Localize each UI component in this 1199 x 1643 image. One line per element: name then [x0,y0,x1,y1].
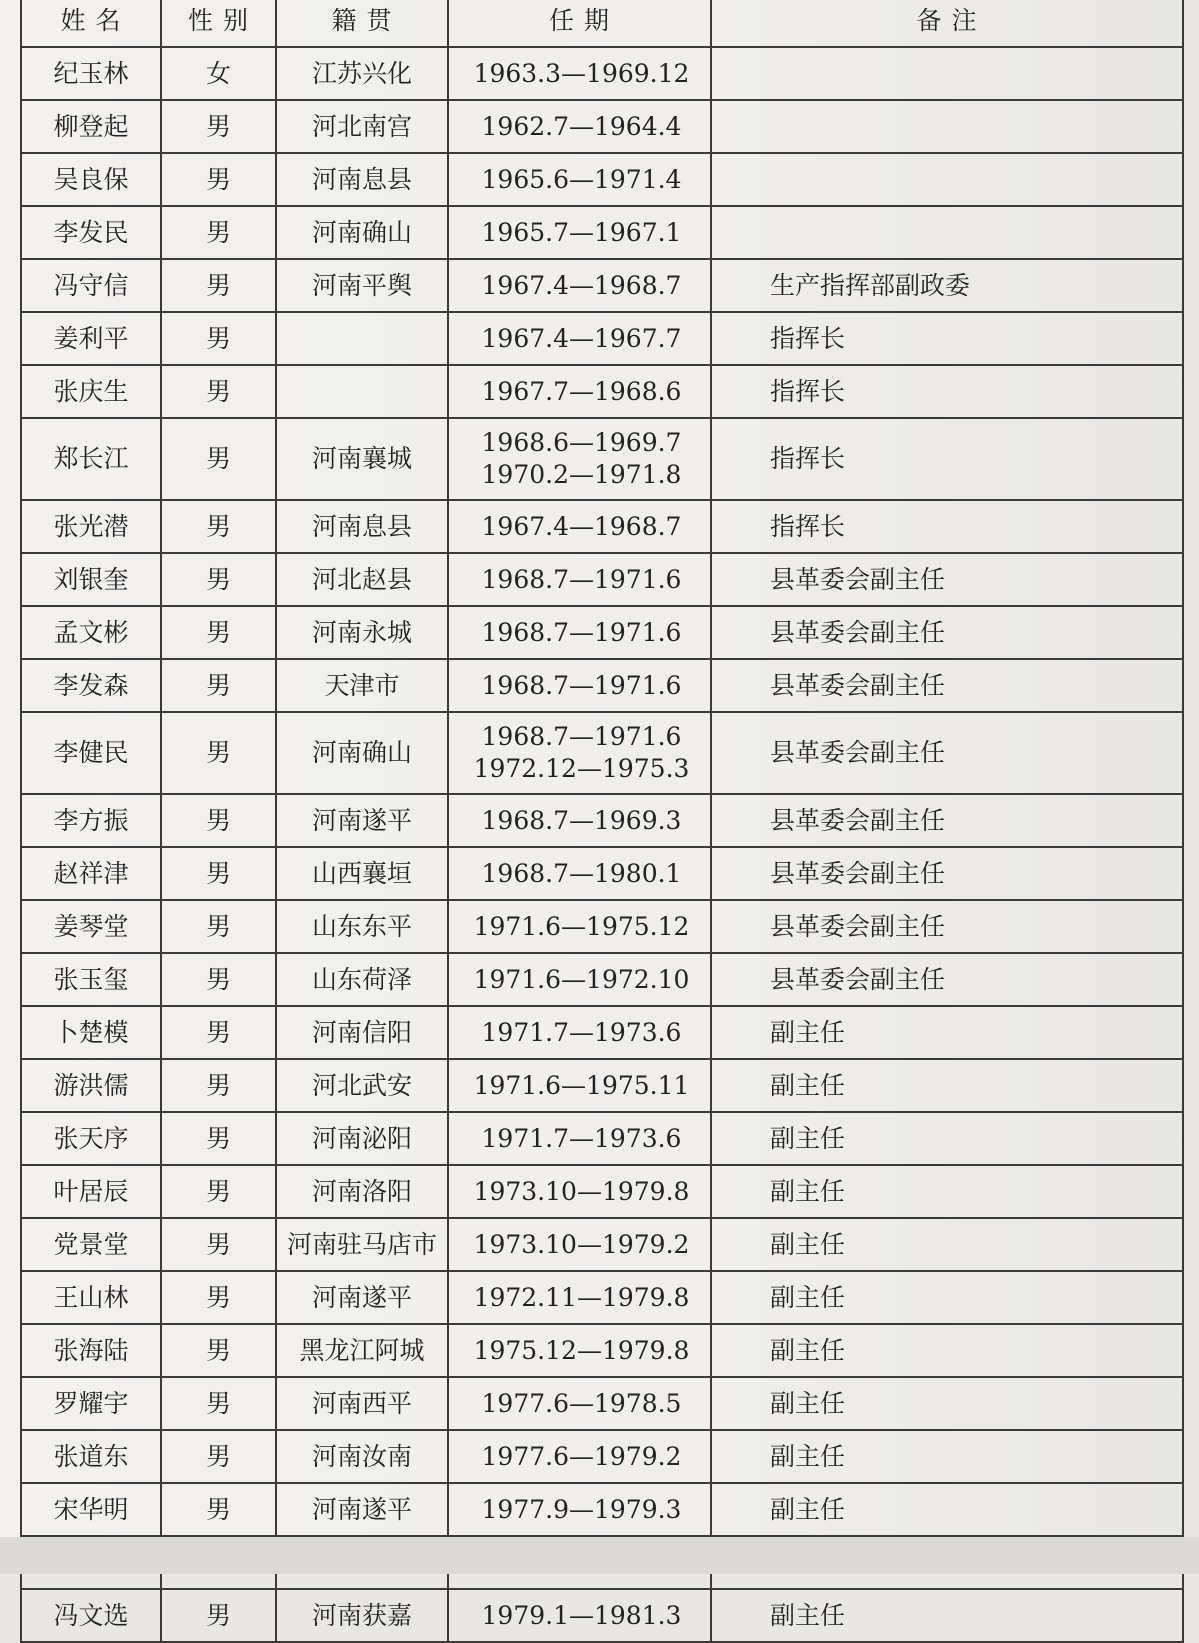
cell-term [448,206,711,259]
table-row [21,900,1183,953]
cell-note: 指挥长 [711,418,1183,500]
cell-origin: 河南获嘉 [276,1589,448,1642]
cell-name: 郑长江 [21,418,161,500]
table-row [21,206,1183,259]
cell-name: 柳登起 [21,100,161,153]
cell-gender: 男 [161,365,276,418]
cell-note [711,153,1183,206]
table-row [21,606,1183,659]
table-row [21,1377,1183,1430]
cell-term [448,1589,711,1642]
cell-term [448,553,711,606]
term-period: 1971.6—1972.10 [473,964,690,994]
term-period: 1968.7—1969.3 [481,805,682,835]
cell-origin: 河南确山 [276,712,448,794]
page-bottom-edge [0,1537,1199,1574]
term-period: 1967.4—1968.7 [481,270,682,300]
cell-name: 张道东 [21,1430,161,1483]
term-period: 1971.6—1975.11 [473,1070,690,1100]
cell-origin: 山东荷泽 [276,953,448,1006]
cell-term [448,1218,711,1271]
cell-term [448,1377,711,1430]
header-term: 任 期 [448,0,711,47]
cell-gender: 女 [161,47,276,100]
cell-name: 李发民 [21,206,161,259]
cell-gender: 男 [161,1589,276,1642]
term-period: 1967.7—1968.6 [481,376,682,406]
cell-term [448,847,711,900]
cell-origin [276,365,448,418]
cell-term [448,1165,711,1218]
cell-origin: 河南息县 [276,500,448,553]
cell-name: 李健民 [21,712,161,794]
cell-gender: 男 [161,1059,276,1112]
cell-term [448,1112,711,1165]
cell-origin: 河南驻马店市 [276,1218,448,1271]
cell-note: 副主任 [711,1271,1183,1324]
term-period: 1968.7—1971.6 [481,617,682,647]
cell-name: 李发森 [21,659,161,712]
term-period: 1973.10—1979.8 [473,1176,690,1206]
cell-gender: 男 [161,606,276,659]
cell-origin: 河南西平 [276,1377,448,1430]
cell-term [448,953,711,1006]
term-period: 1975.12—1979.8 [473,1335,690,1365]
cell-gender: 男 [161,1483,276,1536]
cell-note: 县革委会副主任 [711,900,1183,953]
term-period: 1971.7—1973.6 [481,1123,682,1153]
cell-term [448,606,711,659]
cell-note: 县革委会副主任 [711,794,1183,847]
cell-term [448,1483,711,1536]
table-row [21,1271,1183,1324]
cell-name: 姜利平 [21,312,161,365]
term-period: 1971.6—1975.12 [473,911,690,941]
cell-origin: 山东东平 [276,900,448,953]
cell-origin: 河北赵县 [276,553,448,606]
cell-term [448,712,711,794]
table-body [21,47,1183,1642]
cell-gender: 男 [161,659,276,712]
term-period: 1963.3—1969.12 [473,58,690,88]
cell-note: 副主任 [711,1218,1183,1271]
cell-note: 副主任 [711,1059,1183,1112]
term-period: 1967.4—1967.7 [481,323,682,353]
term-period: 1968.7—1971.6 [481,722,682,751]
cell-term [448,100,711,153]
cell-note: 县革委会副主任 [711,847,1183,900]
table-row [21,312,1183,365]
term-period: 1965.6—1971.4 [481,164,682,194]
table-row [21,659,1183,712]
cell-note: 指挥长 [711,500,1183,553]
cell-name: 冯文选 [21,1589,161,1642]
cell-gender: 男 [161,312,276,365]
table-row [21,1059,1183,1112]
cell-gender: 男 [161,418,276,500]
cell-term [448,1059,711,1112]
term-period: 1979.1—1981.3 [481,1600,682,1630]
cell-gender: 男 [161,1377,276,1430]
cell-gender: 男 [161,712,276,794]
cell-gender: 男 [161,900,276,953]
cell-origin: 天津市 [276,659,448,712]
table-row [21,1165,1183,1218]
cell-term [448,1271,711,1324]
cell-name: 姜琴堂 [21,900,161,953]
cell-name: 张玉玺 [21,953,161,1006]
cell-name: 王山林 [21,1271,161,1324]
table-row [21,1218,1183,1271]
cell-name: 赵祥津 [21,847,161,900]
cell-name: 张海陆 [21,1324,161,1377]
table-row [21,47,1183,100]
cell-gender: 男 [161,153,276,206]
cell-origin: 河北武安 [276,1059,448,1112]
cell-name: 吴良保 [21,153,161,206]
cell-gender: 男 [161,100,276,153]
table-row [21,794,1183,847]
cell-gender: 男 [161,259,276,312]
term-period: 1970.2—1971.8 [481,460,682,489]
cell-note [711,47,1183,100]
cell-term [448,794,711,847]
header-name: 姓 名 [21,0,161,47]
cell-gender: 男 [161,794,276,847]
term-period: 1968.7—1971.6 [481,670,682,700]
cell-origin: 河南襄城 [276,418,448,500]
cell-name: 李方振 [21,794,161,847]
cell-term [448,259,711,312]
cell-note: 县革委会副主任 [711,953,1183,1006]
cell-name: 纪玉林 [21,47,161,100]
cell-term [448,1006,711,1059]
table-row [21,712,1183,794]
cell-name: 罗耀宇 [21,1377,161,1430]
cell-origin: 江苏兴化 [276,47,448,100]
table-row [21,500,1183,553]
cell-gender: 男 [161,206,276,259]
cell-term [448,900,711,953]
cell-gender: 男 [161,953,276,1006]
cell-name: 孟文彬 [21,606,161,659]
cell-note: 副主任 [711,1112,1183,1165]
cell-name: 党景堂 [21,1218,161,1271]
cell-origin: 河南泌阳 [276,1112,448,1165]
cell-origin: 河南平舆 [276,259,448,312]
cell-origin: 河南遂平 [276,1483,448,1536]
table-row [21,1430,1183,1483]
table-row [21,1006,1183,1059]
term-period: 1968.7—1980.1 [481,858,682,888]
cell-note: 副主任 [711,1165,1183,1218]
cell-origin: 河北南宫 [276,100,448,153]
term-period: 1977.6—1979.2 [481,1441,682,1471]
cell-note: 县革委会副主任 [711,606,1183,659]
term-period: 1968.7—1971.6 [481,564,682,594]
cell-name: 游洪儒 [21,1059,161,1112]
cell-origin: 山西襄垣 [276,847,448,900]
cell-gender: 男 [161,500,276,553]
term-period: 1962.7—1964.4 [481,111,682,141]
table-row [21,153,1183,206]
table-row [21,365,1183,418]
cell-note: 县革委会副主任 [711,659,1183,712]
table-row [21,418,1183,500]
cell-note: 县革委会副主任 [711,553,1183,606]
cell-note [711,206,1183,259]
cell-name: 刘银奎 [21,553,161,606]
term-period: 1973.10—1979.2 [473,1229,690,1259]
term-period: 1977.6—1978.5 [481,1388,682,1418]
cell-gender: 男 [161,1324,276,1377]
cell-note: 生产指挥部副政委 [711,259,1183,312]
cell-term [448,47,711,100]
cell-origin: 河南汝南 [276,1430,448,1483]
table-row [21,1589,1183,1642]
cell-note: 指挥长 [711,312,1183,365]
table-row [21,1483,1183,1536]
cell-note: 副主任 [711,1430,1183,1483]
cell-note: 副主任 [711,1006,1183,1059]
header-note: 备 注 [711,0,1183,47]
cell-term [448,312,711,365]
table-row [21,847,1183,900]
cell-name: 张庆生 [21,365,161,418]
cell-name: 叶居辰 [21,1165,161,1218]
cell-gender: 男 [161,553,276,606]
table-row [21,259,1183,312]
cell-gender: 男 [161,1271,276,1324]
cell-term [448,418,711,500]
table-row [21,100,1183,153]
term-period: 1968.6—1969.7 [481,428,682,457]
cell-note: 副主任 [711,1377,1183,1430]
header-origin: 籍 贯 [276,0,448,47]
cell-origin: 河南确山 [276,206,448,259]
term-period: 1972.11—1979.8 [473,1282,690,1312]
cell-name: 宋华明 [21,1483,161,1536]
cell-name: 张光潜 [21,500,161,553]
cell-origin: 河南遂平 [276,794,448,847]
term-period: 1965.7—1967.1 [481,217,682,247]
cell-gender: 男 [161,1430,276,1483]
cell-term [448,500,711,553]
table-row [21,553,1183,606]
cell-note: 副主任 [711,1589,1183,1642]
cell-gender: 男 [161,1112,276,1165]
cell-term [448,153,711,206]
cell-name: 张天序 [21,1112,161,1165]
cell-gender: 男 [161,1165,276,1218]
table-row [21,1324,1183,1377]
cell-origin: 河南永城 [276,606,448,659]
cell-note: 副主任 [711,1483,1183,1536]
cell-gender: 男 [161,1218,276,1271]
cell-note: 副主任 [711,1324,1183,1377]
cell-term [448,659,711,712]
table-row [21,1112,1183,1165]
cell-note: 指挥长 [711,365,1183,418]
term-period: 1971.7—1973.6 [481,1017,682,1047]
cell-origin: 河南信阳 [276,1006,448,1059]
table-header-row [21,0,1183,47]
cell-origin: 河南洛阳 [276,1165,448,1218]
cell-term [448,1430,711,1483]
term-period: 1972.12—1975.3 [473,754,690,783]
cell-origin [276,312,448,365]
term-period: 1977.9—1979.3 [481,1494,682,1524]
cell-gender: 男 [161,1006,276,1059]
cell-origin: 河南息县 [276,153,448,206]
table-row [21,953,1183,1006]
cell-origin: 黑龙江阿城 [276,1324,448,1377]
cell-name: 卜楚模 [21,1006,161,1059]
cell-note: 县革委会副主任 [711,712,1183,794]
header-gender: 性 别 [161,0,276,47]
cell-term [448,365,711,418]
term-period: 1967.4—1968.7 [481,511,682,541]
cell-origin: 河南遂平 [276,1271,448,1324]
cell-name: 冯守信 [21,259,161,312]
cell-term [448,1324,711,1377]
officials-table [20,0,1184,1643]
cell-note [711,100,1183,153]
cell-gender: 男 [161,847,276,900]
